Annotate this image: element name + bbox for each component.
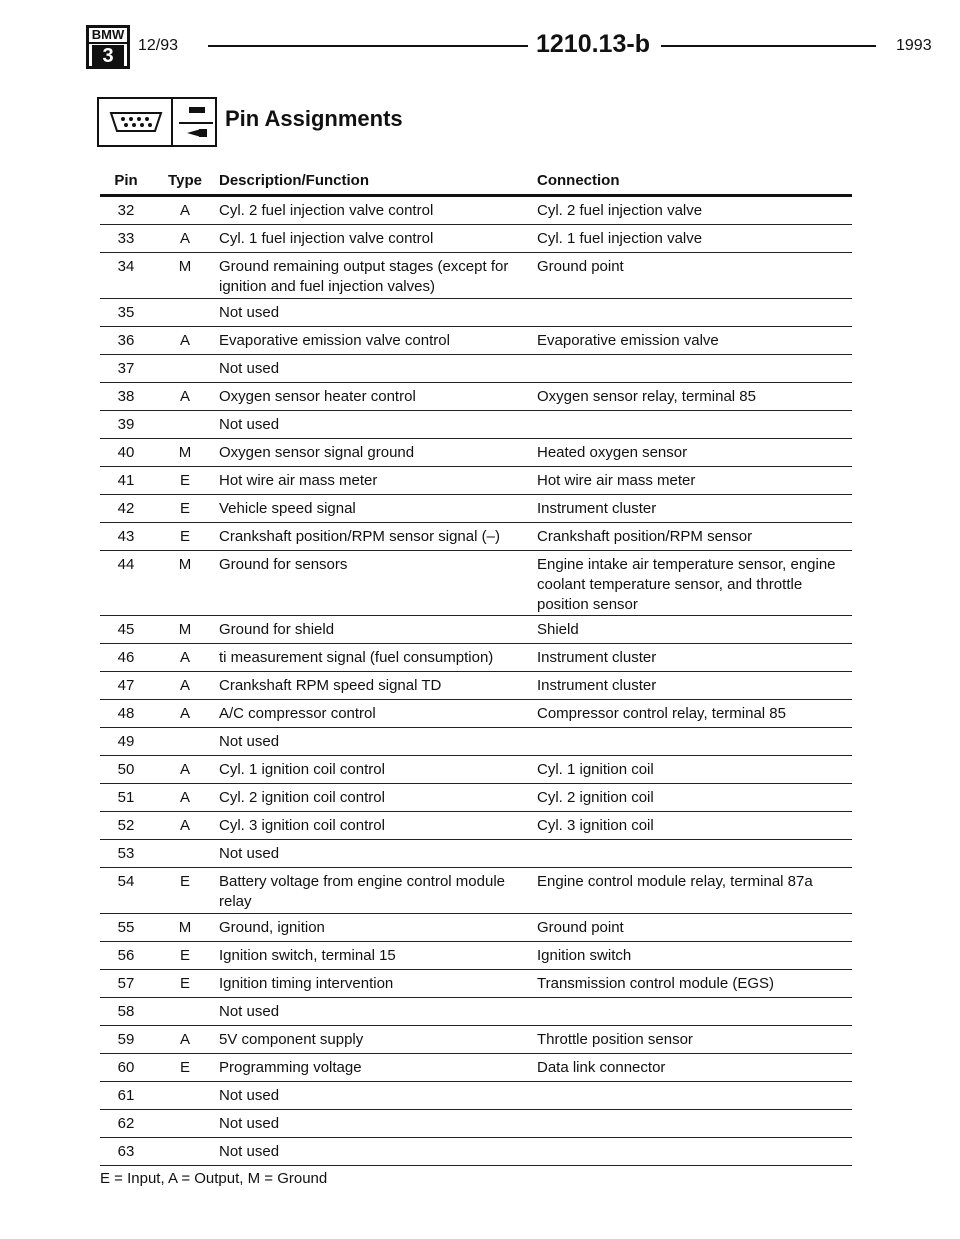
pin-cell: 42 [117,500,135,517]
description-cell: Not used [219,845,280,862]
description-cell: Oxygen sensor signal ground [219,444,415,461]
pin-cell: 62 [117,1115,135,1132]
type-cell: A [179,677,190,694]
description-cell: Crankshaft RPM speed signal TD [219,677,442,694]
pin-cell: 49 [117,733,135,750]
connection-cell: Transmission control module (EGS) [537,975,775,992]
type-cell: A [179,230,190,247]
description-cell: Ground for sensors [219,556,348,573]
description-cell: Ignition timing intervention [219,975,394,992]
pin-cell: 52 [117,817,135,834]
description-cell: ti measurement signal (fuel consumption) [219,649,494,666]
pin-cell: 36 [117,332,135,349]
type-cell: M [178,919,192,936]
legend-footnote: E = Input, A = Output, M = Ground [100,1170,328,1187]
type-cell: M [178,556,192,573]
description-cell: Crankshaft position/RPM sensor signal (–) [219,528,500,545]
pin-cell: 33 [117,230,135,247]
description-cell: Not used [219,733,280,750]
page-title: Pin Assignments [225,106,403,131]
header-section-code: 1210.13-b [536,30,650,58]
type-cell: E [179,500,190,517]
pin-cell: 44 [117,556,135,573]
pin-cell: 43 [117,528,135,545]
connection-cell: Ignition switch [537,947,632,964]
pin-cell: 32 [117,202,135,219]
pin-cell: 47 [117,677,135,694]
connection-cell: Cyl. 3 ignition coil [537,817,654,834]
connection-cell: Engine intake air temperature sensor, engine coolant temperature sensor, and throttle position sensor [537,556,836,613]
connection-cell: Cyl. 2 fuel injection valve [537,202,703,219]
table-row [100,616,852,644]
type-cell: M [178,258,192,275]
connection-cell: Heated oxygen sensor [537,444,688,461]
header-year: 1993 [896,37,932,54]
type-cell: E [179,873,190,890]
connector-plug-icon [109,111,163,133]
pin-cell: 46 [117,649,135,666]
connection-cell: Ground point [537,258,624,275]
table-row [100,784,852,812]
type-cell: A [179,332,190,349]
header-rule-right [661,45,876,47]
description-cell: 5V component supply [219,1031,364,1048]
table-row [100,942,852,970]
type-cell: M [178,621,192,638]
badge-series: 3 [92,45,124,67]
table-row [100,644,852,672]
description-cell: Not used [219,304,280,321]
pin-cell: 50 [117,761,135,778]
pin-cell: 51 [117,789,135,806]
description-cell: Ground, ignition [219,919,325,936]
type-cell: E [179,472,190,489]
header-date: 12/93 [138,37,179,54]
table-row [100,355,852,383]
connection-cell: Shield [537,621,579,638]
description-cell: Oxygen sensor heater control [219,388,416,405]
pin-cell: 39 [117,416,135,433]
table-row [100,439,852,467]
description-cell: Cyl. 3 ignition coil control [219,817,385,834]
pin-cell: 37 [117,360,135,377]
table-row [100,998,852,1026]
table-row [100,1054,852,1082]
type-cell: A [179,202,190,219]
table-header [100,168,852,197]
table-row [100,411,852,439]
connection-cell: Throttle position sensor [537,1031,693,1048]
description-cell: Not used [219,360,280,377]
description-cell: Not used [219,1115,280,1132]
description-cell: Not used [219,1003,280,1020]
table-row [100,970,852,998]
pin-assignment-icon [179,103,213,143]
pin-assignments-table [100,168,852,1166]
pin-cell: 48 [117,705,135,722]
table-body [100,197,852,1166]
connection-cell: Instrument cluster [537,649,657,666]
header-description: Description/Function [219,172,369,189]
description-cell: Not used [219,1087,280,1104]
table-row [100,700,852,728]
type-cell: M [178,444,192,461]
pin-cell: 38 [117,388,135,405]
type-cell: E [179,947,190,964]
pin-cell: 34 [117,258,135,275]
table-row [100,868,852,914]
table-row [100,327,852,355]
connection-cell: Crankshaft position/RPM sensor [537,528,753,545]
header-type: Type [168,172,202,189]
table-row [100,495,852,523]
table-row [100,523,852,551]
description-cell: Hot wire air mass meter [219,472,378,489]
pin-cell: 57 [117,975,135,992]
header-connection: Connection [537,172,620,189]
description-cell: Ignition switch, terminal 15 [219,947,396,964]
table-row [100,197,852,225]
pin-cell: 53 [117,845,135,862]
table-row [100,672,852,700]
description-cell: Cyl. 2 fuel injection valve control [219,202,434,219]
description-cell: Ground for shield [219,621,335,638]
connection-cell: Data link connector [537,1059,666,1076]
table-row [100,1082,852,1110]
table-row [100,1026,852,1054]
type-cell: A [179,761,190,778]
pin-cell: 60 [117,1059,135,1076]
description-cell: Not used [219,416,280,433]
table-row [100,914,852,942]
pin-cell: 54 [117,873,135,890]
table-row [100,467,852,495]
header-pin: Pin [114,172,138,189]
description-cell: Ground remaining output stages (except for ignition and fuel injection valves) [219,258,509,295]
connection-cell: Instrument cluster [537,500,657,517]
type-cell: E [179,1059,190,1076]
pin-cell: 59 [117,1031,135,1048]
icon-divider [171,99,173,145]
bmw-3-series-badge [86,25,130,69]
description-cell: Programming voltage [219,1059,362,1076]
description-cell: A/C compressor control [219,705,376,722]
pin-cell: 40 [117,444,135,461]
description-cell: Not used [219,1143,280,1160]
header-rule-left [208,45,528,47]
description-cell: Battery voltage from engine control module relay [219,873,505,910]
table-row [100,1110,852,1138]
description-cell: Cyl. 2 ignition coil control [219,789,385,806]
connection-cell: Instrument cluster [537,677,657,694]
connection-cell: Engine control module relay, terminal 87a [537,873,813,890]
table-row [100,756,852,784]
table-row [100,225,852,253]
type-cell: E [179,528,190,545]
connection-cell: Ground point [537,919,624,936]
description-cell: Vehicle speed signal [219,500,356,517]
pin-cell: 56 [117,947,135,964]
table-row [100,840,852,868]
badge-brand: BMW [89,28,127,44]
table-row [100,728,852,756]
table-row [100,383,852,411]
pin-cell: 41 [117,472,135,489]
description-cell: Cyl. 1 fuel injection valve control [219,230,434,247]
connection-cell: Hot wire air mass meter [537,472,696,489]
connection-cell: Cyl. 1 ignition coil [537,761,654,778]
pin-cell: 58 [117,1003,135,1020]
pin-cell: 63 [117,1143,135,1160]
connection-cell: Oxygen sensor relay, terminal 85 [537,388,756,405]
table-row [100,812,852,840]
type-cell: A [179,705,190,722]
table-row [100,551,852,616]
connection-cell: Compressor control relay, terminal 85 [537,705,786,722]
description-cell: Cyl. 1 ignition coil control [219,761,385,778]
table-row [100,299,852,327]
table-row [100,1138,852,1166]
description-cell: Evaporative emission valve control [219,332,450,349]
connection-cell: Cyl. 2 ignition coil [537,789,654,806]
page-header [86,25,932,69]
type-cell: A [179,817,190,834]
pin-cell: 35 [117,304,135,321]
type-cell: A [179,649,190,666]
pin-cell: 45 [117,621,135,638]
type-cell: A [179,1031,190,1048]
connection-cell: Cyl. 1 fuel injection valve [537,230,703,247]
connection-cell: Evaporative emission valve [537,332,719,349]
connector-icon-box [97,97,217,147]
type-cell: A [179,388,190,405]
type-cell: E [179,975,190,992]
type-cell: A [179,789,190,806]
pin-cell: 61 [117,1087,135,1104]
table-row [100,253,852,299]
pin-cell: 55 [117,919,135,936]
